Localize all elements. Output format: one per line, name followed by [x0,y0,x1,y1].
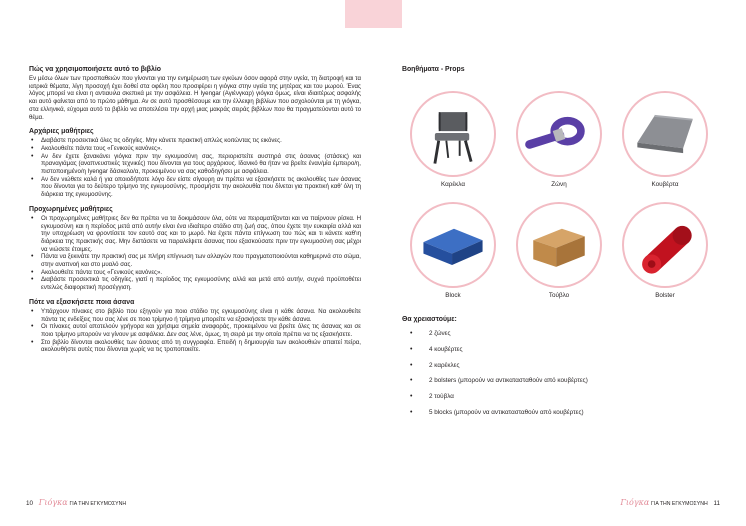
section-title: Προχωρημένες μαθήτριες [29,205,113,213]
list-item: • Στο βιβλίο δίνονται ακολουθίες των άσανας από τη συγγραφέα. Επειδή η δημιουργία των ακολουθιών απαιτεί πείρα, ακολουθήστε αυτές που δίνονται χωρίς να τις τροποποιείτε. [29,339,361,354]
section-title: Πότε να εξασκήσετε ποια άσανα [29,298,135,306]
block-icon [410,202,496,288]
list-item: • Υπάρχουν πίνακες στο βιβλίο που εξηγούν για ποιο στάδιο της εγκυμοσύνης είναι η κάθε άσανα. Να ακολουθείτε πάντα τις ενδείξεις που σας λένε σε ποιο τρίμηνο ή τρίμηνα μπορείτε να εξασκήσετε την κάθε άσανα. [29,308,361,323]
book-subtitle: ΓΙΑ ΤΗΝ ΕΓΚΥΜΟΣΥΝΗ [651,501,708,507]
list-item: • Διαβάστε προσεκτικά τις οδηγίες, γιατί η περίοδος της εγκυμοσύνης αλλά και μετά από αυτήν, συχνά προϋποθέτει εντελώς διαφορετική προσέγγιση. [29,276,361,291]
beginner-list [29,137,361,199]
list-item: • 2 ζώνες [402,330,588,338]
list-item: • Οι πίνακες αυτοί αποτελούν γρήγορα και χρήσιμα σημεία αναφοράς, προκειμένου να βρείτε όλες τις άσανας και σε ποιο τρίμηνο μπορούν να γίνουν με ασφάλεια. Δεν σας λένε, όμως, τη σειρά με την οποία πρέπει να τις εξασκήσετε. [29,323,361,338]
brick-icon [516,202,602,288]
belt-icon [516,91,602,177]
prop-label: Ζώνη [551,181,567,188]
book-subtitle: ΓΙΑ ΤΗΝ ΕΓΚΥΜΟΣΥΝΗ [69,501,127,507]
section-title: Αρχάριες μαθήτριες [29,128,94,136]
list-item: • Πάντα να ξεκινάτε την πρακτική σας με πλήρη επίγνωση των αλλαγών που πραγματοποιούνται καθημερινά στο σώμα, στην αναπνοή και στο μυαλό σας. [29,253,361,268]
needs-title: Θα χρειαστούμε: [402,316,457,323]
footer-right [620,498,724,507]
book-logo: Γιόγκα [620,498,650,507]
list-item: • Διαβάστε προσεκτικά όλες τις οδηγίες. Μην κάνετε πρακτική απλώς κοιτώντας τις εικόνες. [29,137,361,145]
list-item: • Οι προχωρημένες μαθήτριες δεν θα πρέπει να τα δοκιμάσουν όλα, ούτε να πειραματίζονται και να παίρνουν ρίσκα. Η εγκυμοσύνη και η περίοδος μετά από αυτήν είναι ένα ιδιαίτερο στάδιο στη ζωή σας, όπου έχετε την ευκαιρία αλλά και την υποχρέωση να φροντίσετε τον εαυτό σας και το μωρό. Να έχετε πάντα επίγνωση του πώς και τι κάνετε καθ'ιη διάρκεια της πρακτικής σας. Μην διστάσετε να παραλείψετε άσανας που εξασκούσατε πριν την εγκυμοσύνη σας μέχρι να νιώσετε έτοιμες. [29,215,361,254]
prop-bolster [614,202,716,300]
list-item: • 2 bolsters (μπορούν να αντικατασταθούν από κουβέρτες) [402,377,588,385]
prop-label: Block [445,292,461,299]
book-logo: Γιόγκα [38,498,68,507]
list-item: • 5 blocks (μπορούν να αντικατασταθούν από κουβέρτες) [402,409,588,417]
top-tab-decoration [345,0,402,28]
prop-brick [508,202,610,300]
list-item: • Αν δεν νιώθετε καλά ή για οποιοδήποτε λόγο δεν είστε σίγουρη αν πρέπει να εξασκήσετε τις ακολουθίες των άσανας που δίνονται για το δεύτερο τρίμηνο της εγκυμοσύνης, προσμήστε την ακολουθία που δίνεται για πρακτική καθ' όλη τη διάρκεια της εγκυμοσύνης. [29,176,361,199]
left-page-content [29,65,361,360]
props-title: Βοηθήματα - Props [402,66,465,73]
prop-label: Καρέκλα [441,181,465,188]
list-item: • Ακολουθείτε πάντα τους «Γενικούς κανόνες». [29,145,361,153]
prop-label: Bolster [655,292,675,299]
page-number: 10 [26,500,34,507]
list-item: • 2 τούβλα [402,393,588,401]
page-number: 11 [713,500,720,507]
prop-belt [508,91,610,189]
when-list [29,308,361,354]
list-item: • 4 κουβέρτες [402,346,588,354]
list-item: • Ακολουθείτε πάντα τους «Γενικούς κανόνες». [29,269,361,277]
section-title: Πώς να χρησιμοποιήσετε αυτό το βιβλίο [29,66,161,73]
chair-icon [410,91,496,177]
footer-left [22,498,126,507]
bolster-icon [622,202,708,288]
section-paragraph: Εν μέσω όλων των προσπαθειών που γίνονται για την ενημέρωση των εγκύων όσον αφορά στην υγεία, τη διατροφή και τα ιατρικά θέματα, λίγη προσοχή έχει δοθεί στα οφέλη που προσφέρει η γιόγκα στην υγεία της μητέρας και του μωρού. Ένας λόγος μπορεί να είναι η αντιαυιλα σκεπικά με την ασφάλεια. Η Iyengar (Αγιένγκαρ) γιόγκα όμως, είναι ιδιαιτέρως ασφαλής και αυτό φαίνεται από το πρώτο μάθημα. Αν σε αυτό προσθέσουμε και την έλλειψη βιβλίων που ασχολούνται με τη γιόγκα, στα ελληνικά, εύχομαι αυτό το βιβλίο να αποτελέσει την αρχή μιας μακράς σειράς βιβλίων που θα πραγματεύονται αυτό το θέμα. [29,75,361,121]
prop-label: Τούβλο [548,292,570,299]
list-item: • 2 καρέκλες [402,362,588,370]
prop-label: Κουβέρτα [651,181,679,188]
needs-list [402,330,588,425]
prop-block [402,202,504,300]
prop-chair [402,91,504,189]
advanced-list [29,215,361,292]
blanket-icon [622,91,708,177]
prop-blanket [614,91,716,189]
list-item: • Αν δεν έχετε ξανακάνει γιόγκα πριν την εγκυμοσύνη σας, περιοριστείτε αυστηρά στις άσανας (στάσεις) και πραναγιάμας (αναπνευστικές τεχνικές) που δίνονται για τους αρχάριους. Ιδανικό θα ήταν να βρείτε έναν/μία έμπειρο/η, πιστοποιημένο/η Iyengar δάσκαλο/α, προκειμένου να σας καθοδηγήσει με ασφάλεια. [29,153,361,176]
